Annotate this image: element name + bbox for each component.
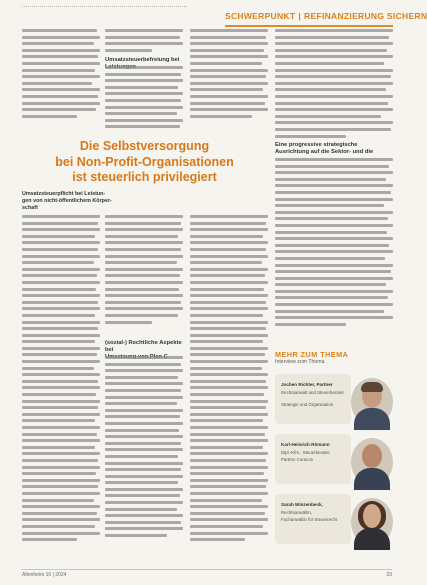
running-head-topic: REFINANZIERUNG SICHERN xyxy=(304,11,427,21)
author-photo xyxy=(351,438,393,486)
author-name: Karl-Heinrich Römann xyxy=(281,442,330,447)
author-photo xyxy=(351,378,393,426)
column-3-bottom-text xyxy=(190,215,268,545)
page-number: 33 xyxy=(386,572,392,578)
column-2-lower-text xyxy=(105,356,183,541)
column-4-mid-text xyxy=(275,158,393,329)
top-rule xyxy=(22,6,187,7)
subhead-mid: Umsatzsteuerbefreiung bei xyxy=(105,57,180,63)
author-role: Dipl.-Kfm., Steuerberater, xyxy=(281,450,331,455)
author-role: Rechtsanwältin, xyxy=(281,510,312,515)
column-2-bottom-text xyxy=(105,215,183,327)
author-role: Fachanwältin für Steuerrecht xyxy=(281,517,338,522)
subhead-left-line-1: (sozial-) Rechtliche Aspekte bei xyxy=(105,340,182,353)
intro-line-3: schaft xyxy=(22,205,38,211)
author-name: Sarah Winzenbeck, xyxy=(281,502,323,507)
title-line-1: Die Selbstversorgung xyxy=(79,139,210,153)
author-card xyxy=(275,494,393,550)
more-on-topic-link[interactable]: Interview zum Thema xyxy=(275,359,325,365)
footer-issue: Altenheim 10 | 2024 xyxy=(22,572,67,578)
running-head xyxy=(225,8,427,27)
subhead-right-line-2: Ausrichtung auf die Sektor- und die xyxy=(275,149,374,155)
author-photo xyxy=(351,498,393,546)
column-4-top-text xyxy=(275,29,393,141)
author-name: Jochen Richter, Partner xyxy=(281,382,333,387)
title-line-2: bei Non-Profit-Organisationen xyxy=(55,154,234,169)
column-3-top-text xyxy=(190,29,268,121)
column-1-top-text xyxy=(22,29,100,121)
author-role: Strategie und Organisation xyxy=(281,402,334,407)
more-on-topic-title: MEHR ZUM THEMA xyxy=(275,350,349,359)
title-line-3: ist steuerlich privilegiert xyxy=(72,170,217,184)
author-card xyxy=(275,374,393,430)
subhead-right-line-1: Eine progressive strategische xyxy=(275,142,358,148)
author-role: Rechtsanwalt und Steuerberater xyxy=(281,390,344,395)
running-head-section: SCHWERPUNKT xyxy=(225,11,296,21)
article-title xyxy=(22,139,267,187)
bottom-rule xyxy=(22,569,392,570)
intro-line-1: Umsatzsteuerpflicht bei Leistun- xyxy=(22,191,106,197)
intro-line-2: gen von nicht-öffentlichem Körper- xyxy=(22,198,112,204)
more-on-topic-box xyxy=(275,350,393,372)
intro-lead xyxy=(22,191,267,212)
subhead-right xyxy=(275,142,393,156)
column-2-mid-text xyxy=(105,66,183,132)
column-1-bottom-text xyxy=(22,215,100,545)
running-head-separator: | xyxy=(298,11,302,21)
author-role: Partner Curacon xyxy=(281,457,314,462)
column-2-top-text xyxy=(105,29,183,55)
author-card xyxy=(275,434,393,490)
